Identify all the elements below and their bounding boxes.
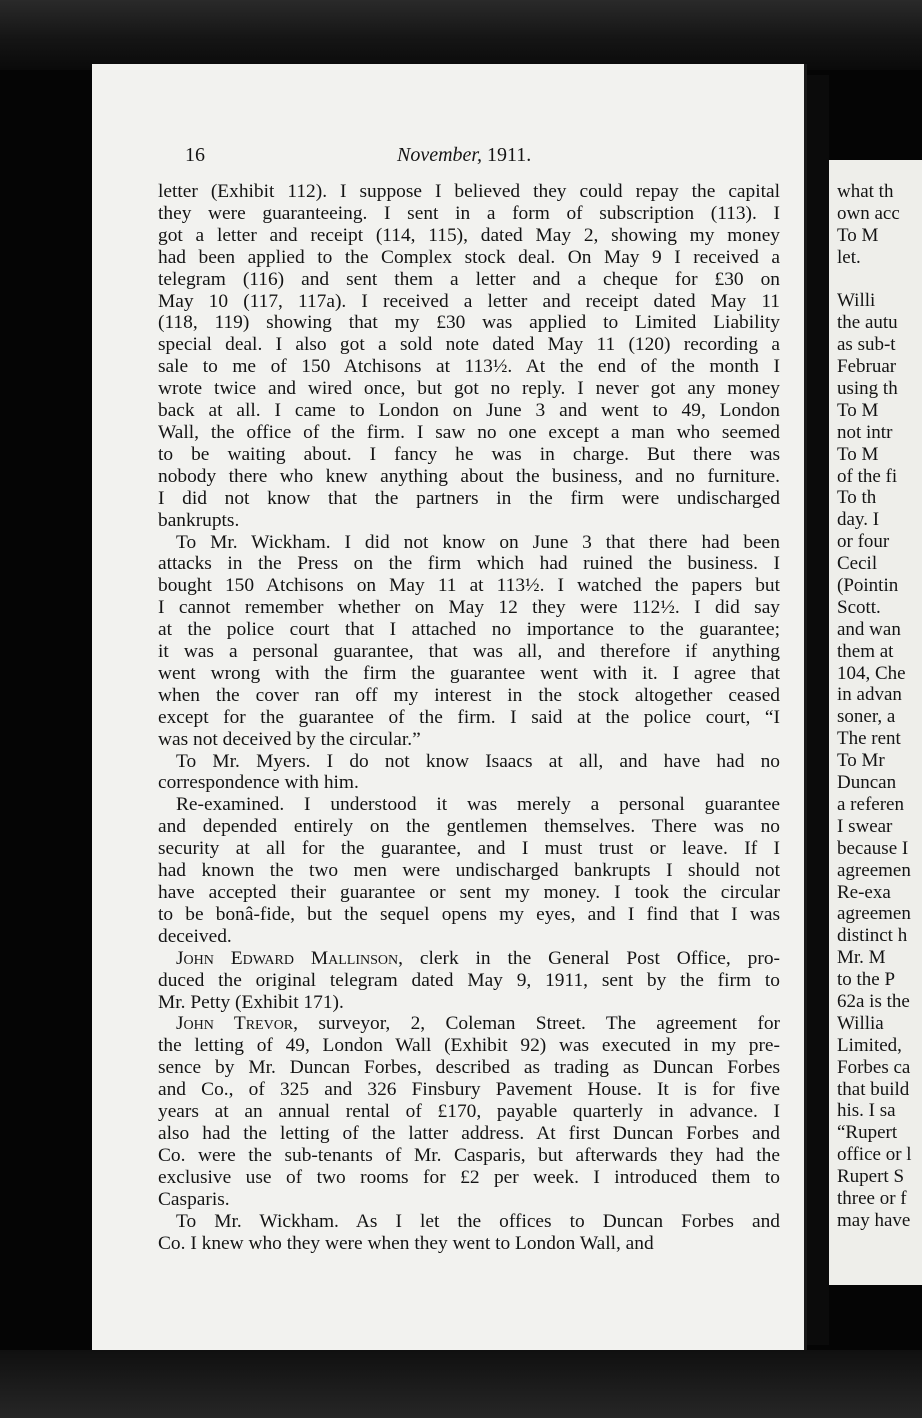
right-page-fragment: the autu [837,312,898,334]
text-line-content: at the police court that I attached no importance to the guarantee; [158,619,780,641]
right-page-fragment: as sub-t [837,334,896,356]
text-line [158,247,780,269]
text-line-content: to be bonâ-fide, but the sequel opens my eyes, and I find that I was [158,903,780,925]
text-line [158,992,780,1014]
text-line-content: I did not know that the partners in the firm were undischarged [158,487,780,509]
running-head-month: November, [397,144,482,166]
right-page-fragment: Willia [837,1012,884,1034]
text-line-content: Co. I knew who they were when they went to London Wall, and [158,1232,654,1254]
text-line [158,904,780,926]
right-page-fragment: (Pointin [837,575,899,597]
text-line-content: special deal. I also got a sold note dated May 11 (120) recording a [158,334,780,356]
page-number: 16 [185,144,205,166]
text-line [158,510,780,532]
right-page-fragment: a referen [837,793,904,815]
text-line [158,1057,780,1079]
right-page-fragment: to the P [837,969,896,991]
text-line-content: correspondence with him. [158,772,359,794]
text-line-content: (118, 119) showing that my £30 was applied to Limited Liability [158,312,780,334]
right-page-fragment: agreemen [837,859,911,881]
text-line-content: Wall, the office of the firm. I saw no one except a man who seemed [158,421,780,443]
scan-bottom-edge [0,1350,922,1418]
right-page-fragment: of the fi [837,465,898,487]
text-line [158,619,780,641]
text-line-content: Co. were the sub-tenants of Mr. Casparis, but afterwards they had the [158,1144,780,1166]
text-line-content: the letting of 49, London Wall (Exhibit 92) was executed in my pre- [158,1035,780,1057]
text-line [158,926,780,948]
right-page-fragment: Duncan [837,772,897,794]
right-page-fragment: Forbes ca [837,1056,911,1078]
text-line-content: except for the guarantee of the firm. I said at the police court, “I [158,706,780,728]
text-line [158,488,780,510]
text-line [158,181,780,203]
page-body-text [158,181,780,1254]
text-line-content: and depended entirely on the gentlemen themselves. There was no [158,816,780,838]
right-page-fragment: using th [837,378,898,400]
text-line [158,729,780,751]
page-header [185,144,785,170]
text-line [158,1079,780,1101]
right-page-fragment: or four [837,531,890,553]
text-line-content: to be waiting about. I fancy he was in charge. But there was [158,443,780,465]
text-line [158,1035,780,1057]
right-page-fragment: and wan [837,618,901,640]
text-line [158,751,780,773]
text-line-content: have accepted their guarantee or sent my money. I took the circular [158,882,780,903]
right-page-fragment: The rent [837,728,901,750]
right-page-fragment: To th [837,487,877,509]
text-line-content: nobody there who knew anything about the business, and no furniture. [158,465,780,487]
text-line-content: telegram (116) and sent them a letter and a cheque for £30 on [158,268,780,290]
right-page-fragment: in advan [837,684,902,706]
right-page-fragment: them at [837,640,894,662]
text-line-content: wrote twice and wired once, but got no reply. I never got any money [158,378,780,400]
right-page-fragment: not intr [837,421,893,443]
text-line-content: clerk in the General Post Office, pro- [402,947,780,969]
text-line-content: duced the original telegram dated May 9, 1911, sent by the firm to [158,969,780,991]
text-line-content: also had the letting of the latter address. At first Duncan Forbes and [158,1122,780,1144]
right-page-fragment: Mr. M [837,947,886,969]
text-line-content: they were guaranteeing. I sent in a form of subscription (113). I [158,202,780,224]
text-line-content: exclusive use of two rooms for £2 per week. I introduced them to [158,1166,780,1188]
text-line-content: back at all. I came to London on June 3 and went to 49, London [158,400,780,422]
running-head-year: 1911. [486,144,532,166]
text-line-content: To Mr. Wickham. I did not know on June 3 that there had been [176,531,780,553]
right-page-fragment: soner, a [837,706,896,728]
text-line-content: Re-examined. I understood it was merely a personal guarantee [176,794,780,816]
right-page-fragment: what th [837,181,894,202]
text-line-content: I cannot remember whether on May 12 they were 112½. I did say [158,597,780,619]
right-page-fragment: office or l [837,1144,912,1166]
text-line-content: it was a personal guarantee, that was all, and therefore if anything [158,641,780,663]
right-page-fragment: Februar [837,356,897,378]
text-line [158,422,780,444]
right-page-fragment: To Mr [837,750,885,772]
text-line [158,1013,780,1035]
text-line-content: deceived. [158,925,232,947]
text-line-content: had been applied to the Complex stock deal. On May 9 I received a [158,246,780,268]
text-line-content: had known the two men were undischarged bankrupts I should not [158,860,780,882]
text-line [158,860,780,882]
text-line [158,356,780,378]
running-head [397,144,531,167]
text-line [158,882,780,904]
text-line [158,532,780,554]
right-page-fragment: To M [837,224,879,246]
text-line [158,444,780,466]
right-page-fragment: let. [837,246,861,268]
text-line-content: surveyor, 2, Coleman Street. The agreement for [298,1013,780,1035]
text-line-content: got a letter and receipt (114, 115), dated May 2, showing my money [158,224,780,246]
right-page-fragment: that build [837,1078,910,1100]
right-page-fragment: “Rupert [837,1122,898,1144]
text-line [158,225,780,247]
text-line [158,575,780,597]
text-line [158,1123,780,1145]
text-line [158,203,780,225]
scan-top-edge [0,0,922,70]
right-page-fragment: because I [837,837,909,859]
text-line [158,1233,780,1255]
text-line-content: sence by Mr. Duncan Forbes, described as trading as Duncan Forbes [158,1057,780,1079]
witness-name: John Edward Mallinson, [176,947,403,969]
text-line [158,1167,780,1189]
right-page-fragment: own acc [837,202,900,224]
right-page-fragment: To M [837,443,879,465]
right-page-fragment: his. I sa [837,1100,896,1122]
text-line-content: was not deceived by the circular.” [158,728,421,750]
text-line-content: Mr. Petty (Exhibit 171). [158,991,344,1013]
text-line-content: bankrupts. [158,509,240,531]
right-page-fragment: I swear [837,815,893,837]
right-page-fragment: Cecil [837,553,878,575]
text-line-content: bought 150 Atchisons on May 11 at 113½. I watched the papers but [158,575,780,597]
right-page-fragment: day. I [837,509,880,531]
text-line [158,291,780,313]
right-page-fragment: Limited, [837,1034,902,1056]
text-line [158,970,780,992]
text-line-content: letter (Exhibit 112). I suppose I believed they could repay the capital [158,181,780,202]
right-page-fragment: 104, Che [837,662,906,684]
text-line [158,597,780,619]
text-line-content: To Mr. Myers. I do not know Isaacs at all, and have had no [176,750,780,772]
text-line [158,1189,780,1211]
right-page-fragment: distinct h [837,925,908,947]
right-page-fragment: Rupert S [837,1166,905,1188]
text-line [158,1211,780,1233]
text-line [158,838,780,860]
text-line-content: May 10 (117, 117a). I received a letter and receipt dated May 11 [158,290,780,312]
right-page-fragment: Scott. [837,596,881,618]
book-gutter [807,75,829,1345]
text-line-content: years at an annual rental of £170, payable quarterly in advance. I [158,1101,780,1123]
text-line-content: when the cover ran off my interest in the stock altogether ceased [158,684,780,706]
text-line-content: went wrong with the firm the guarantee went with it. I agree that [158,662,780,684]
witness-name: John Trevor, [176,1013,298,1035]
text-line-content: security at all for the guarantee, and I must trust or leave. If I [158,838,780,860]
text-line-content: sale to me of 150 Atchisons at 113½. At the end of the month I [158,356,780,378]
right-page-fragment: Willi [837,290,876,312]
right-page-fragment: To M [837,399,879,421]
right-page-fragment: three or f [837,1187,907,1209]
text-line [158,772,780,794]
text-line-content: To Mr. Wickham. As I let the offices to Duncan Forbes and [176,1210,780,1232]
text-line [158,334,780,356]
text-line [158,1101,780,1123]
text-line [158,816,780,838]
text-line [158,400,780,422]
text-line-content: and Co., of 325 and 326 Finsbury Pavement House. It is for five [158,1079,780,1101]
right-page-text-fragments [837,181,922,1232]
right-page-fragment: may have [837,1209,911,1231]
text-line [158,1145,780,1167]
right-page-fragment: 62a is the [837,990,910,1012]
text-line [158,948,780,970]
text-line-content: attacks in the Press on the firm which had ruined the business. I [158,553,780,575]
right-page-fragment: agreemen [837,903,911,925]
right-page-fragment [837,269,922,291]
text-line [158,378,780,400]
text-line [158,663,780,685]
text-line [158,794,780,816]
text-line [158,466,780,488]
text-line [158,312,780,334]
text-line-content: Casparis. [158,1188,230,1210]
text-line [158,553,780,575]
right-page-fragment: Re-exa [837,881,891,903]
text-line [158,685,780,707]
text-line [158,641,780,663]
text-line [158,269,780,291]
text-line [158,707,780,729]
